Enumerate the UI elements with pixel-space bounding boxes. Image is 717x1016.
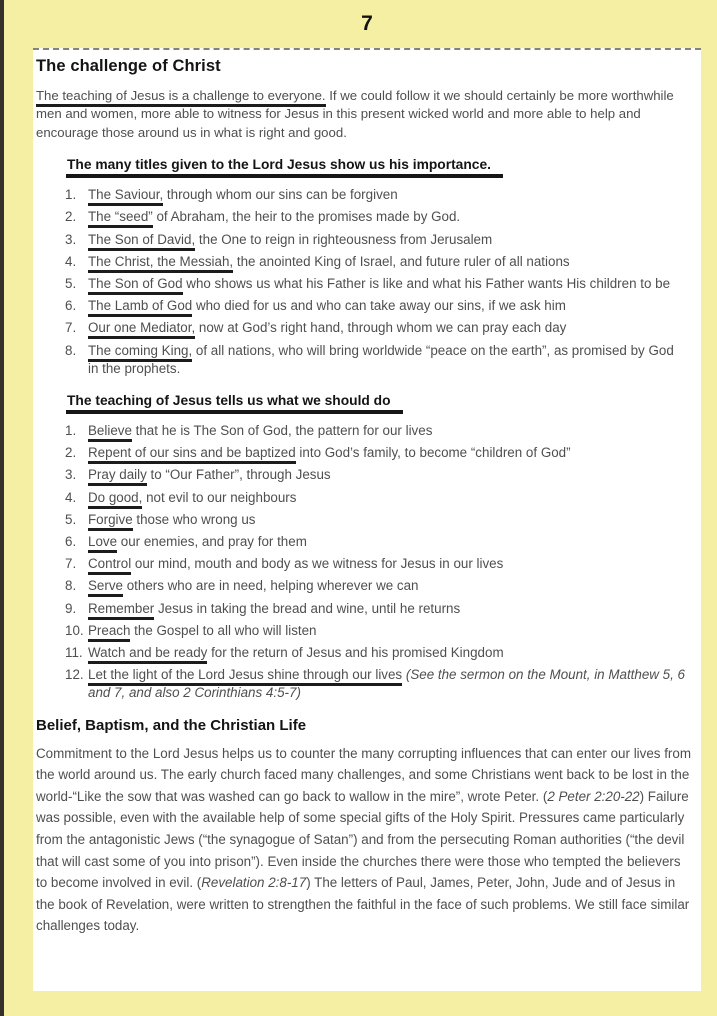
page-title: The challenge of Christ <box>36 57 221 75</box>
underlined-phrase: The coming King, <box>88 343 192 362</box>
page-number: 7 <box>361 12 373 35</box>
list-item <box>36 444 686 462</box>
underlined-phrase: Love <box>88 534 117 553</box>
list-item <box>36 297 686 315</box>
text-run: our enemies, and pray for them <box>117 534 307 550</box>
underlined-phrase: The Son of David, <box>88 232 195 251</box>
list-item <box>36 422 686 440</box>
text-run: for the return of Jesus and his promised Kingdom <box>207 645 504 661</box>
underlined-phrase: The Christ, the Messiah, <box>88 254 233 273</box>
text-run: the Gospel to all who will listen <box>130 622 317 638</box>
underlined-phrase: Preach <box>88 623 130 642</box>
text-run: that he is The Son of God, the pattern for our lives <box>131 423 433 439</box>
list-item <box>36 511 686 529</box>
text-run: the anointed King of Israel, and future ruler of all nations <box>233 253 570 269</box>
list-item <box>36 342 686 378</box>
section-heading-titles-text: The many titles given to the Lord Jesus show us his importance. <box>66 157 503 178</box>
closing-paragraph <box>36 743 695 937</box>
underlined-phrase: The Saviour, <box>88 187 163 206</box>
section-heading-titles <box>66 157 695 172</box>
list-item <box>36 577 686 595</box>
section-heading-teaching-text: The teaching of Jesus tells us what we should do <box>66 393 403 414</box>
list-item <box>36 231 686 249</box>
underlined-phrase: Repent of our sins and be baptized <box>88 445 296 464</box>
titles-of-jesus-list <box>36 186 686 378</box>
section-heading-teaching <box>66 393 695 408</box>
list-item <box>36 275 686 293</box>
text-run: If we could follow it we should certainly be more worthwhile men and women, more able to witness for Jesus in this present wicked world and more able to help and encourage those around us in what is right and good. <box>36 88 674 140</box>
text-run: now at God’s right hand, through whom we can pray each day <box>195 320 567 336</box>
underlined-phrase: Believe <box>88 423 132 442</box>
list-item <box>36 644 686 662</box>
text-run: ) Failure was possible, even with the available help of some special gifts of the Holy Spirit. Pressures came particularly from the antagonistic Jews (“the synagogue of Satan”) and from the persecuting Roman authorities (“the devil that will cast some of you into prison”). Even inside the churches there were those who tempted the believers to become involved in evil. ( <box>36 788 689 891</box>
underlined-phrase: Watch and be ready <box>88 645 207 664</box>
underlined-phrase: The teaching of Jesus is a challenge to everyone. <box>36 88 326 107</box>
text-run: of Abraham, the heir to the promises made by God. <box>152 209 461 225</box>
list-item <box>36 600 686 618</box>
underlined-phrase: The “seed” <box>88 209 153 228</box>
list-item <box>36 253 686 271</box>
underlined-phrase: Pray daily <box>88 467 147 486</box>
underlined-phrase: The Son of God <box>88 276 183 295</box>
underlined-phrase: Forgive <box>88 512 133 531</box>
section-heading-belief: Belief, Baptism, and the Christian Life <box>36 716 307 734</box>
text-run: through whom our sins can be forgiven <box>163 187 398 203</box>
underlined-phrase: The Lamb of God <box>88 298 192 317</box>
list-item <box>36 622 686 640</box>
text-run: the One to reign in righteousness from Jerusalem <box>195 231 493 247</box>
underlined-phrase: Serve <box>88 578 123 597</box>
text-run: who shows us what his Father is like and what his Father wants His children to be <box>182 276 671 292</box>
italic-reference: 2 Peter 2:20-22 <box>547 788 640 804</box>
text-run: those who wrong us <box>132 511 256 527</box>
list-item <box>36 186 686 204</box>
text-run: Jesus in taking the bread and wine, until he returns <box>154 600 461 616</box>
text-run: Commitment to the Lord Jesus helps us to counter the many corrupting influences that can enter our lives from the world around us. The early church faced many challenges, and some Christians went back to be lost in the world-“Like the sow that was washed can go back to wallow in the mire”, wrote Peter. ( <box>36 745 691 804</box>
text-run: to “Our Father”, through Jesus <box>146 467 331 483</box>
text-run: not evil to our neighbours <box>142 489 297 505</box>
underlined-phrase: Remember <box>88 601 154 620</box>
underlined-phrase: Do good, <box>88 490 142 509</box>
text-run: others who are in need, helping wherever we can <box>122 578 419 594</box>
text-run: into God’s family, to become “children of God” <box>295 445 571 461</box>
text-run: of all nations, who will bring worldwide “peace on the earth”, as promised by God in the prophets. <box>88 342 674 376</box>
document-page <box>33 48 701 991</box>
text-run: ) The letters of Paul, James, Peter, John, Jude and of Jesus in the book of Revelation, were written to strengthen the faithful in the face of such problems. We still face similar challenges today. <box>36 875 690 934</box>
underlined-phrase: Let the light of the Lord Jesus shine through our lives <box>88 667 402 686</box>
list-item <box>36 533 686 551</box>
scan-edge-shadow <box>0 0 4 1016</box>
list-item <box>36 489 686 507</box>
underlined-phrase: Control <box>88 556 131 575</box>
text-run: who died for us and who can take away our sins, if we ask him <box>192 298 566 314</box>
italic-reference: Revelation 2:8-17 <box>201 875 307 891</box>
underlined-phrase: Our one Mediator, <box>88 320 195 339</box>
list-item <box>36 466 686 484</box>
list-item <box>36 555 686 573</box>
italic-reference: (See the sermon on the Mount, in Matthew 5, 6 and 7, and also 2 Corinthians 4:5-7) <box>88 667 685 701</box>
text-run: our mind, mouth and body as we witness for Jesus in our lives <box>131 556 504 572</box>
intro-paragraph <box>36 87 695 142</box>
list-item <box>36 319 686 337</box>
list-item <box>36 208 686 226</box>
list-item <box>36 666 686 702</box>
teaching-list <box>36 422 686 703</box>
